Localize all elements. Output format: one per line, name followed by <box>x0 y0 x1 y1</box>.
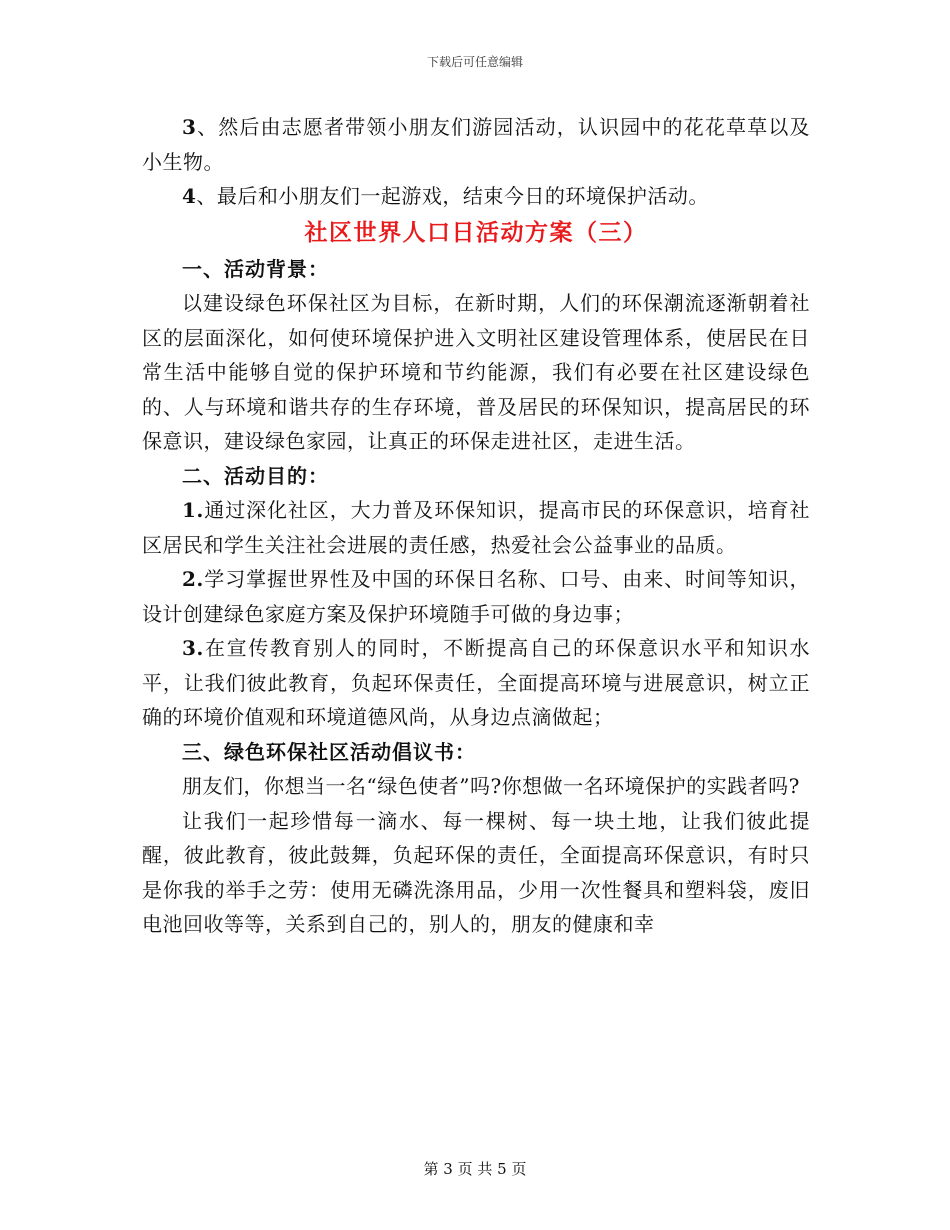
item-text: 通过深化社区，大力普及环保知识，提高市民的环保意识，培育社区居民和学生关注社会进展的责任感，热爱社会公益事业的品质。 <box>142 498 810 557</box>
section-heading-purpose: 二、活动目的： <box>182 463 329 488</box>
section-body-background: 以建设绿色环保社区为目标，在新时期，人们的环保潮流逐渐朝着社区的层面深化，如何使环境保护进入文明社区建设管理体系，使居民在日常生活中能够自觉的保护环境和节约能源，我们有必要在社区建设绿色的、人与环境和谐共存的生存环境，普及居民的环保知识，提高居民的环保意识，建设绿色家园，让真正的环保走进社区，走进生活。 <box>142 291 810 453</box>
item-number: 1. <box>182 498 204 522</box>
step-number: 4 <box>182 184 197 208</box>
item-text: 在宣传教育别人的同时，不断提高自己的环保意识水平和知识水平，让我们彼此教育，负起环保责任，全面提高环境与进展意识，树立正确的环境价值观和环境道德风尚，从身边点滴做起； <box>142 636 810 729</box>
document-body <box>142 110 810 942</box>
item-number: 2. <box>182 567 204 591</box>
paragraph-step-3 <box>142 110 810 179</box>
purpose-item <box>142 493 810 562</box>
page-footer: 第 3 页 共 5 页 <box>423 1160 527 1178</box>
page-header: 下载后可任意编辑 <box>426 55 523 69</box>
paragraph-step-4 <box>142 179 810 214</box>
step-text: 、最后和小朋友们一起游戏，结束今日的环境保护活动。 <box>196 184 709 208</box>
item-number: 3. <box>182 636 204 660</box>
purpose-item <box>142 631 810 735</box>
step-text: 、然后由志愿者带领小朋友们游园活动，认识园中的花花草草以及小生物。 <box>142 115 810 174</box>
proposal-paragraph: 让我们一起珍惜每一滴水、每一棵树、每一块土地，让我们彼此提醒，彼此教育，彼此鼓舞，负起环保的责任，全面提高环保意识，有时只是你我的举手之劳：使用无磷洗涤用品，少用一次性餐具和塑料袋，废旧电池回收等等，关系到自己的，别人的，朋友的健康和幸 <box>142 808 810 936</box>
purpose-item <box>142 562 810 631</box>
section-heading-proposal: 三、绿色环保社区活动倡议书： <box>182 739 476 764</box>
document-title: 社区世界人口日活动方案（三） <box>304 218 648 246</box>
section-heading-background: 一、活动背景： <box>182 256 329 281</box>
item-text: 学习掌握世界性及中国的环保日名称、口号、由来、时间等知识，设计创建绿色家庭方案及保护环境随手可做的身边事； <box>142 567 810 626</box>
proposal-paragraph: 朋友们，你想当一名“绿色使者”吗?你想做一名环境保护的实践者吗? <box>182 774 800 798</box>
step-number: 3 <box>182 115 197 139</box>
